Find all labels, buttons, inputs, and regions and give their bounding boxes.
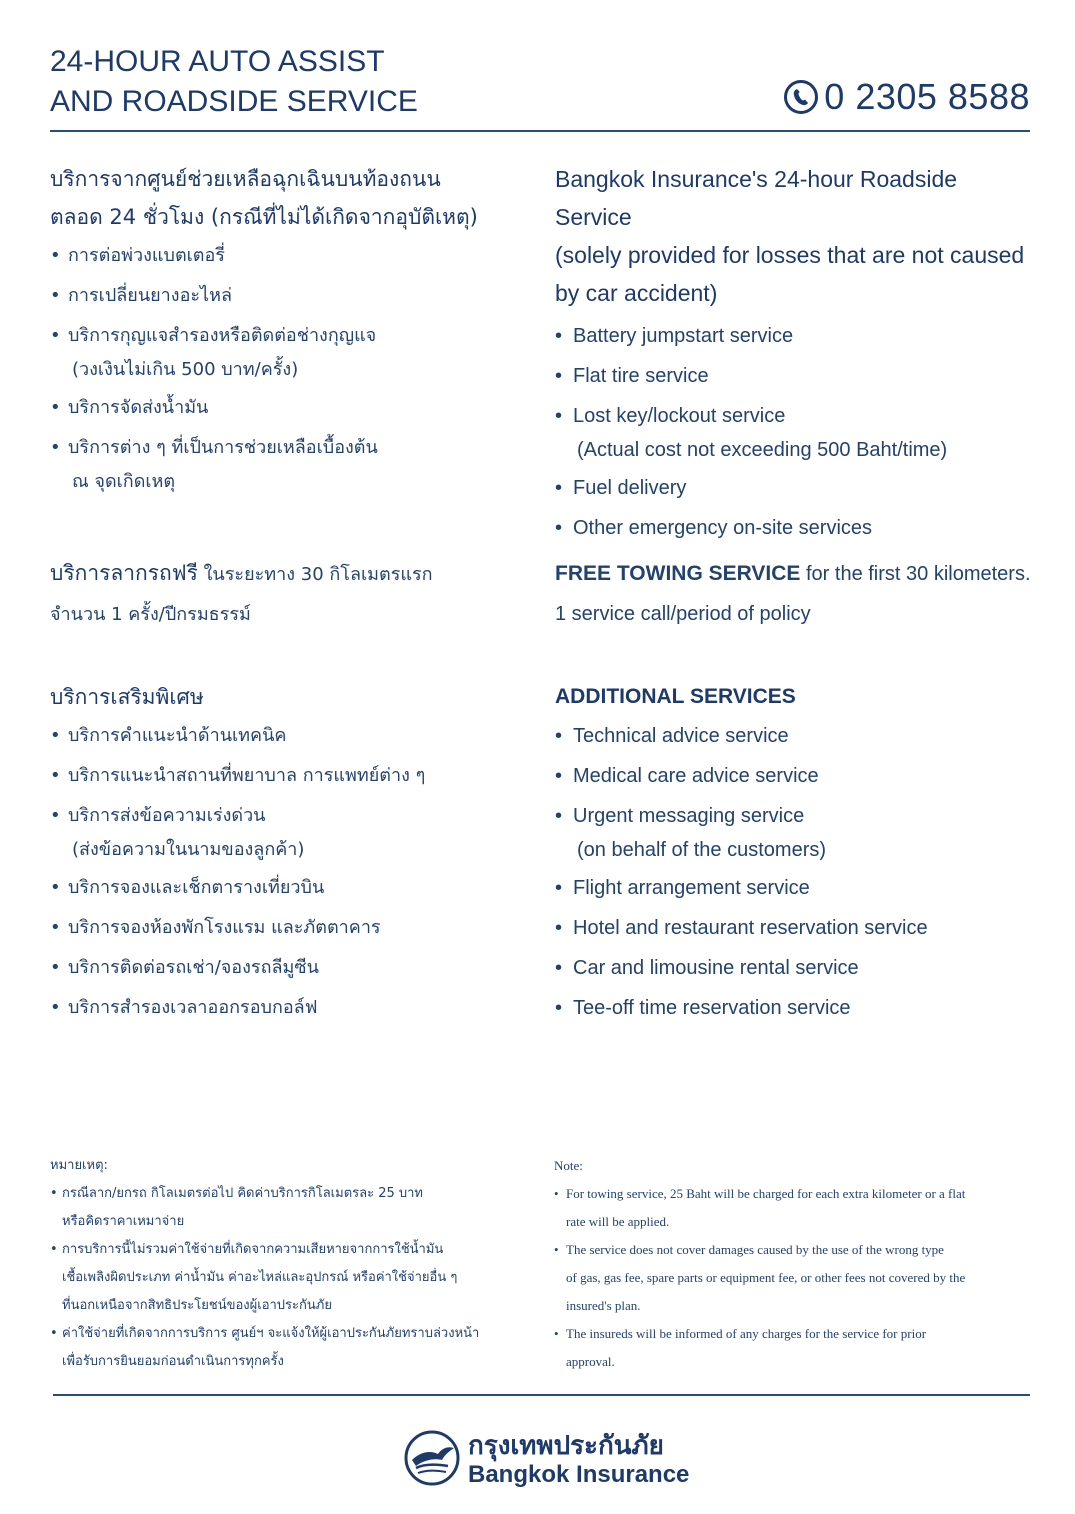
additional-section-th: [50, 678, 530, 1028]
roadside-section-en: [555, 160, 1035, 548]
note-item: • For towing service, 25 Baht will be charged for each extra kilometer or a flat rate will be applied.: [554, 1180, 1034, 1236]
towing-line-en-1: FREE TOWING SERVICE for the first 30 kilometers.: [555, 562, 1031, 585]
notes-th: [50, 1152, 530, 1376]
list-item: • บริการกุญแจสำรองหรือติดต่อช่างกุญแจ (วงเงินไม่เกิน 500 บาท/ครั้ง): [50, 316, 530, 388]
list-item: • Technical advice service: [555, 716, 1035, 756]
list-item: • Hotel and restaurant reservation service: [555, 908, 1035, 948]
list-item: • Fuel delivery: [555, 468, 1035, 508]
logo-name-th: กรุงเทพประกันภัย: [468, 1431, 664, 1461]
list-item-sub: ณ จุดเกิดเหตุ: [72, 471, 176, 492]
list-item: • บริการจัดส่งน้ำมัน: [50, 388, 530, 428]
list-item: • Car and limousine rental service: [555, 948, 1035, 988]
towing-line-th-2: จำนวน 1 ครั้ง/ปีกรมธรรม์: [50, 604, 251, 625]
notes-label-en: Note:: [554, 1158, 583, 1173]
towing-section-th: [50, 554, 530, 635]
company-logo: [404, 1430, 689, 1490]
roadside-heading-th-1: บริการจากศูนย์ช่วยเหลือฉุกเฉินบนท้องถนน: [50, 167, 441, 191]
list-item-sub: (วงเงินไม่เกิน 500 บาท/ครั้ง): [72, 359, 299, 380]
list-item: • Tee-off time reservation service: [555, 988, 1035, 1028]
note-item: • ค่าใช้จ่ายที่เกิดจากการบริการ ศูนย์ฯ จะแจ้งให้ผู้เอาประกันภัยทราบล่วงหน้า เพื่อรับการยินยอมก่อนดำเนินการทุกครั้ง: [50, 1320, 530, 1376]
roadside-list-th: [50, 236, 530, 500]
additional-section-en: [555, 678, 1035, 1028]
page-title: [50, 42, 418, 122]
list-item: • บริการติดต่อรถเช่า/จองรถลีมูซีน: [50, 948, 530, 988]
list-item: • Medical care advice service: [555, 756, 1035, 796]
list-item: • Urgent messaging service (on behalf of the customers): [555, 796, 1035, 868]
list-item: • บริการคำแนะนำด้านเทคนิค: [50, 716, 530, 756]
footer-divider: [53, 1394, 1030, 1396]
roadside-section-th: [50, 160, 530, 500]
list-item-sub: (Actual cost not exceeding 500 Baht/time): [577, 439, 948, 461]
towing-line-th-1: บริการลากรถฟรี ในระยะทาง 30 กิโลเมตรแรก: [50, 561, 433, 585]
additional-list-en: [555, 716, 1035, 1028]
additional-list-th: [50, 716, 530, 1028]
title-line-1: 24-HOUR AUTO ASSIST: [50, 45, 385, 78]
notes-list-en: [554, 1180, 1034, 1376]
note-item: • การบริการนี้ไม่รวมค่าใช้จ่ายที่เกิดจากความเสียหายจากการใช้น้ำมัน เชื้อเพลิงผิดประเภท ค่าน้ำมัน ค่าอะไหล่และอุปกรณ์ หรือค่าใช้จ่ายอื่น ๆ ที่นอกเหนือจากสิทธิประโยชน์ของผู้เอาประกันภัย: [50, 1236, 530, 1320]
list-item: • การเปลี่ยนยางอะไหล่: [50, 276, 530, 316]
notes-en: [554, 1152, 1034, 1376]
note-item: • The service does not cover damages caused by the use of the wrong type of gas, gas fee, spare parts or equipment fee, or other fees not covered by the insured's plan.: [554, 1236, 1034, 1320]
logo-text: [468, 1431, 689, 1489]
list-item: • บริการแนะนำสถานที่พยาบาล การแพทย์ต่าง ๆ: [50, 756, 530, 796]
towing-line-en-2: 1 service call/period of policy: [555, 603, 811, 625]
list-item-sub: (on behalf of the customers): [577, 839, 827, 861]
roadside-heading-th-2: ตลอด 24 ชั่วโมง (กรณีที่ไม่ได้เกิดจากอุบัติเหตุ): [50, 205, 478, 229]
roadside-list-en: [555, 316, 1035, 548]
roadside-heading-en-3: by car accident): [555, 280, 718, 306]
list-item-sub: (ส่งข้อความในนามของลูกค้า): [72, 839, 305, 860]
towing-heading-en: FREE TOWING SERVICE: [555, 562, 801, 585]
phone-icon: [784, 80, 818, 114]
notes-label-th: หมายเหตุ:: [50, 1158, 108, 1173]
note-item: • กรณีลาก/ยกรถ กิโลเมตรต่อไป คิดค่าบริการกิโลเมตรละ 25 บาท หรือคิดราคาเหมาจ่าย: [50, 1180, 530, 1236]
list-item: • บริการสำรองเวลาออกรอบกอล์ฟ: [50, 988, 530, 1028]
phone-number[interactable]: 0 2305 8588: [824, 76, 1030, 117]
towing-section-en: [555, 554, 1035, 634]
roadside-heading-en-1: Bangkok Insurance's 24-hour Roadside Service: [555, 166, 958, 230]
list-item: • บริการจองห้องพักโรงแรม และภัตตาคาร: [50, 908, 530, 948]
list-item: • Flat tire service: [555, 356, 1035, 396]
notes-list-th: [50, 1180, 530, 1376]
list-item: • Lost key/lockout service (Actual cost not exceeding 500 Baht/time): [555, 396, 1035, 468]
page-header: [50, 42, 1030, 132]
list-item: • บริการจองและเช็กตารางเที่ยวบิน: [50, 868, 530, 908]
logo-name-en: Bangkok Insurance: [468, 1461, 690, 1488]
list-item: • บริการต่าง ๆ ที่เป็นการช่วยเหลือเบื้องต้น ณ จุดเกิดเหตุ: [50, 428, 530, 500]
list-item: • Battery jumpstart service: [555, 316, 1035, 356]
additional-heading-th: บริการเสริมพิเศษ: [50, 685, 204, 709]
towing-heading-th: บริการลากรถฟรี: [50, 561, 198, 585]
list-item: • บริการส่งข้อความเร่งด่วน (ส่งข้อความในนามของลูกค้า): [50, 796, 530, 868]
bird-emblem-icon: [404, 1430, 460, 1490]
list-item: • Flight arrangement service: [555, 868, 1035, 908]
note-item: • The insureds will be informed of any charges for the service for prior approval.: [554, 1320, 1034, 1376]
list-item: • Other emergency on-site services: [555, 508, 1035, 548]
list-item: • การต่อพ่วงแบตเตอรี่: [50, 236, 530, 276]
roadside-heading-en-2: (solely provided for losses that are not caused: [555, 242, 1025, 268]
hotline[interactable]: [784, 76, 1030, 118]
additional-heading-en: ADDITIONAL SERVICES: [555, 685, 796, 708]
title-line-2: AND ROADSIDE SERVICE: [50, 85, 418, 118]
